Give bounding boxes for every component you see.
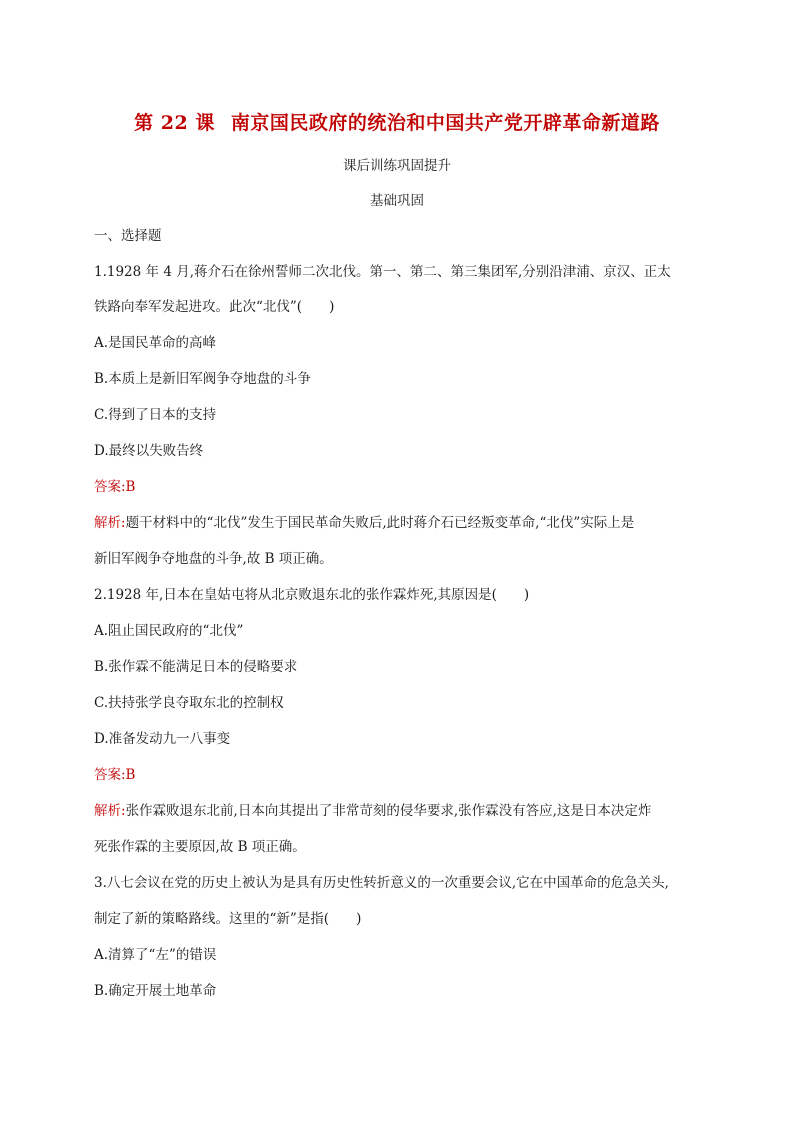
question-3-stem-line1: 3.八七会议在党的历史上被认为是具有历史性转折意义的一次重要会议,它在中国革命的危急关头,	[94, 875, 669, 891]
lesson-number: 第 22 课	[134, 112, 215, 134]
question-1-stem-line2: 铁路向奉军发起进攻。此次“北伐”( )	[94, 299, 335, 315]
section-title: 基础巩固	[370, 193, 424, 209]
question-1-option-b: B.本质上是新旧军阀争夺地盘的斗争	[94, 371, 311, 387]
question-1-answer: 答案:B	[94, 479, 136, 495]
question-3-stem-line2: 制定了新的策略路线。这里的“新”是指( )	[94, 911, 362, 927]
question-3-option-b: B.确定开展土地革命	[94, 983, 217, 999]
question-3-option-a: A.清算了“左”的错误	[94, 947, 217, 963]
question-2-stem-line1: 2.1928 年,日本在皇姑屯将从北京败退东北的张作霖炸死,其原因是( )	[94, 587, 530, 603]
question-2-analysis-line2: 死张作霖的主要原因,故 B 项正确。	[94, 839, 306, 855]
question-2-option-b: B.张作霖不能满足日本的侵略要求	[94, 659, 298, 675]
question-2-option-c: C.扶持张学良夺取东北的控制权	[94, 695, 284, 711]
subtitle: 课后训练巩固提升	[343, 158, 451, 174]
lesson-title	[0, 108, 794, 135]
question-2-analysis-line1	[94, 802, 651, 820]
question-2-option-a: A.阻止国民政府的“北伐”	[94, 623, 244, 639]
question-1-analysis-label: 解析:	[94, 515, 126, 531]
question-1-option-a: A.是国民革命的高峰	[94, 335, 217, 351]
question-1-option-d: D.最终以失败告终	[94, 443, 204, 459]
question-1-option-c: C.得到了日本的支持	[94, 407, 217, 423]
part-title: 一、选择题	[94, 228, 162, 244]
question-1-analysis-text: 题干材料中的“北伐”发生于国民革命失败后,此时蒋介石已经叛变革命,“北伐”实际上是	[125, 515, 635, 531]
question-1-stem-line1: 1.1928 年 4 月,蒋介石在徐州誓师二次北伐。第一、第二、第三集团军,分别沿津浦、京汉、正太	[94, 264, 671, 280]
question-2-option-d: D.准备发动九一八事变	[94, 731, 231, 747]
question-2-analysis-text: 张作霖败退东北前,日本向其提出了非常苛刻的侵华要求,张作霖没有答应,这是日本决定炸	[125, 803, 652, 819]
lesson-name: 南京国民政府的统治和中国共产党开辟革命新道路	[230, 112, 660, 134]
question-2-analysis-label: 解析:	[94, 803, 126, 819]
question-2-answer: 答案:B	[94, 767, 136, 783]
question-1-analysis-line2: 新旧军阀争夺地盘的斗争,故 B 项正确。	[94, 551, 333, 567]
question-1-analysis-line1	[94, 514, 634, 532]
